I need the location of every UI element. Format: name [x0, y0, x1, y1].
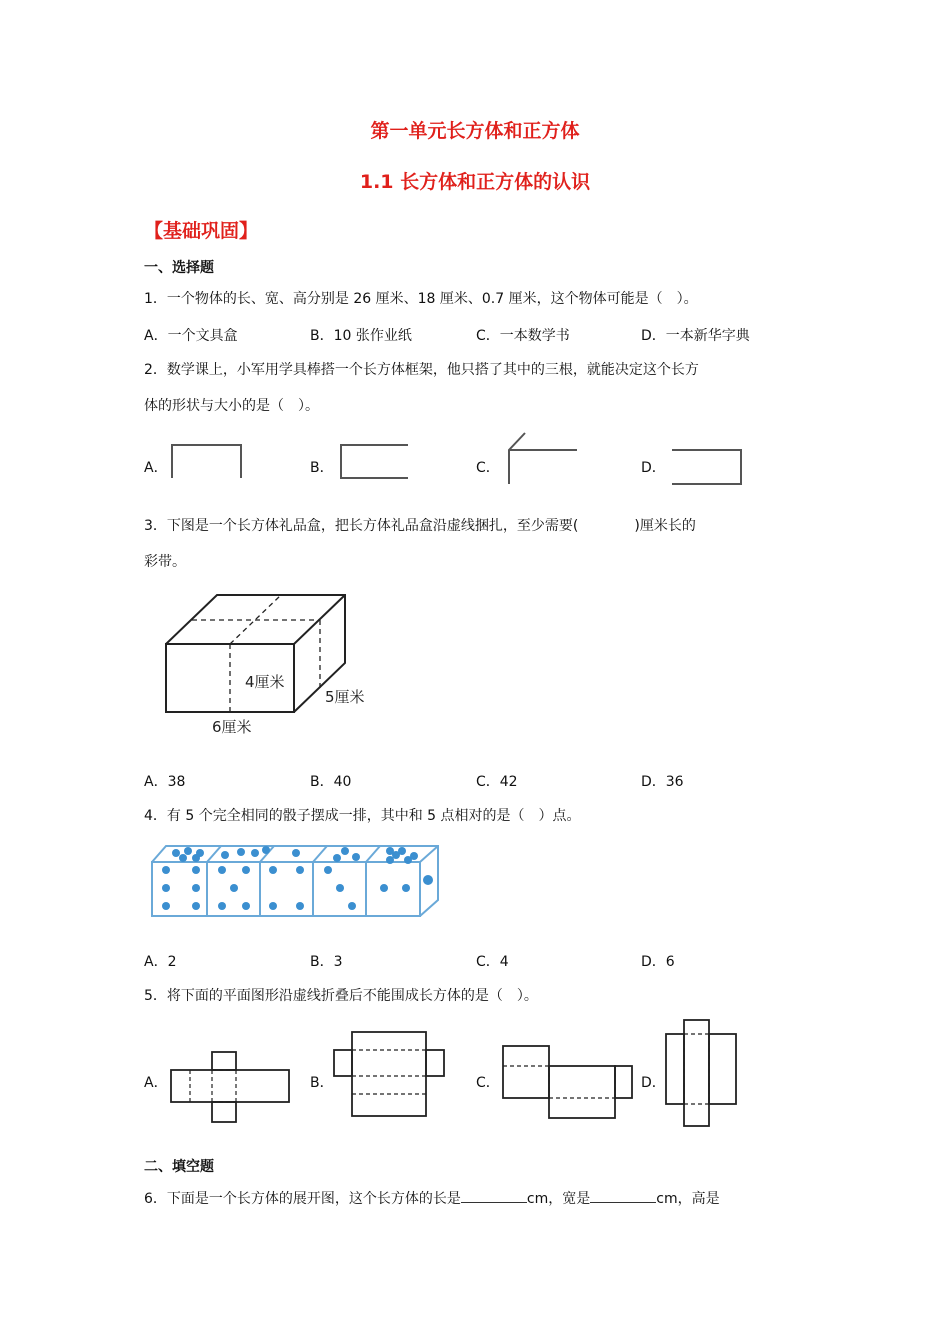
q5-option-b: B．	[310, 1075, 334, 1091]
part2-heading: 二、填空题	[144, 1159, 214, 1175]
q1-option-d: D．一本新华字典	[641, 328, 750, 344]
q3-line1: 3．下图是一个长方体礼品盒，把长方体礼品盒沿虚线捆扎，至少需要( )厘米长的	[144, 518, 696, 534]
q4-option-a: A．2	[144, 954, 177, 970]
q1-option-c: C．一本数学书	[476, 328, 570, 344]
q5-option-c: C．	[476, 1075, 500, 1091]
q2-option-b: B．	[310, 460, 334, 476]
q5-net-d	[666, 1020, 736, 1126]
q2-option-c: C．	[476, 460, 500, 476]
q3-option-c: C．42	[476, 774, 518, 790]
q3-height-label: 4厘米	[245, 673, 285, 691]
q3-length-label: 6厘米	[212, 718, 252, 736]
q6-part3: cm，高是	[656, 1191, 720, 1207]
q4-option-b: B．3	[310, 954, 343, 970]
q2-option-a: A．	[144, 460, 168, 476]
q5-net-a	[171, 1052, 289, 1122]
q5-text: 5．将下面的平面图形沿虚线折叠后不能围成长方体的是（ ）。	[144, 988, 538, 1004]
q3-option-d: D．36	[641, 774, 684, 790]
q6-blank-width[interactable]	[590, 1188, 656, 1203]
q4-option-d: D．6	[641, 954, 675, 970]
q2-line1: 2．数学课上，小军用学具棒搭一个长方体框架，他只搭了其中的三根，就能决定这个长方	[144, 362, 699, 378]
q1-text: 1．一个物体的长、宽、高分别是 26 厘米、18 厘米、0.7 厘米，这个物体可能是（ ）。	[144, 291, 698, 307]
q2-option-d: D．	[641, 460, 666, 476]
q4-option-c: C．4	[476, 954, 509, 970]
q5-option-d: D．	[641, 1075, 666, 1091]
part1-heading: 一、选择题	[144, 260, 214, 276]
q6-part2: cm，宽是	[526, 1191, 591, 1207]
q6-part1: 6．下面是一个长方体的展开图，这个长方体的长是	[144, 1191, 461, 1207]
q2-line2: 体的形状与大小的是（ ）。	[144, 398, 319, 414]
section-tag: 【基础巩固】	[144, 220, 259, 242]
q4-text: 4．有 5 个完全相同的骰子摆成一排，其中和 5 点相对的是（ ）点。	[144, 808, 581, 824]
q3-option-a: A．38	[144, 774, 186, 790]
q5-net-b	[334, 1032, 444, 1116]
q5-option-a: A．	[144, 1075, 168, 1091]
q3-line2: 彩带。	[144, 554, 186, 570]
q6-blank-length[interactable]	[461, 1188, 527, 1203]
page-title: 第一单元长方体和正方体	[370, 120, 580, 142]
q5-net-c	[503, 1046, 632, 1118]
lesson-title: 1.1 长方体和正方体的认识	[359, 171, 591, 193]
q6-text	[144, 1188, 720, 1209]
q3-width-label: 5厘米	[325, 688, 365, 706]
q1-option-a: A．一个文具盒	[144, 328, 238, 344]
q1-option-b: B．10 张作业纸	[310, 328, 412, 344]
q3-option-b: B．40	[310, 774, 352, 790]
